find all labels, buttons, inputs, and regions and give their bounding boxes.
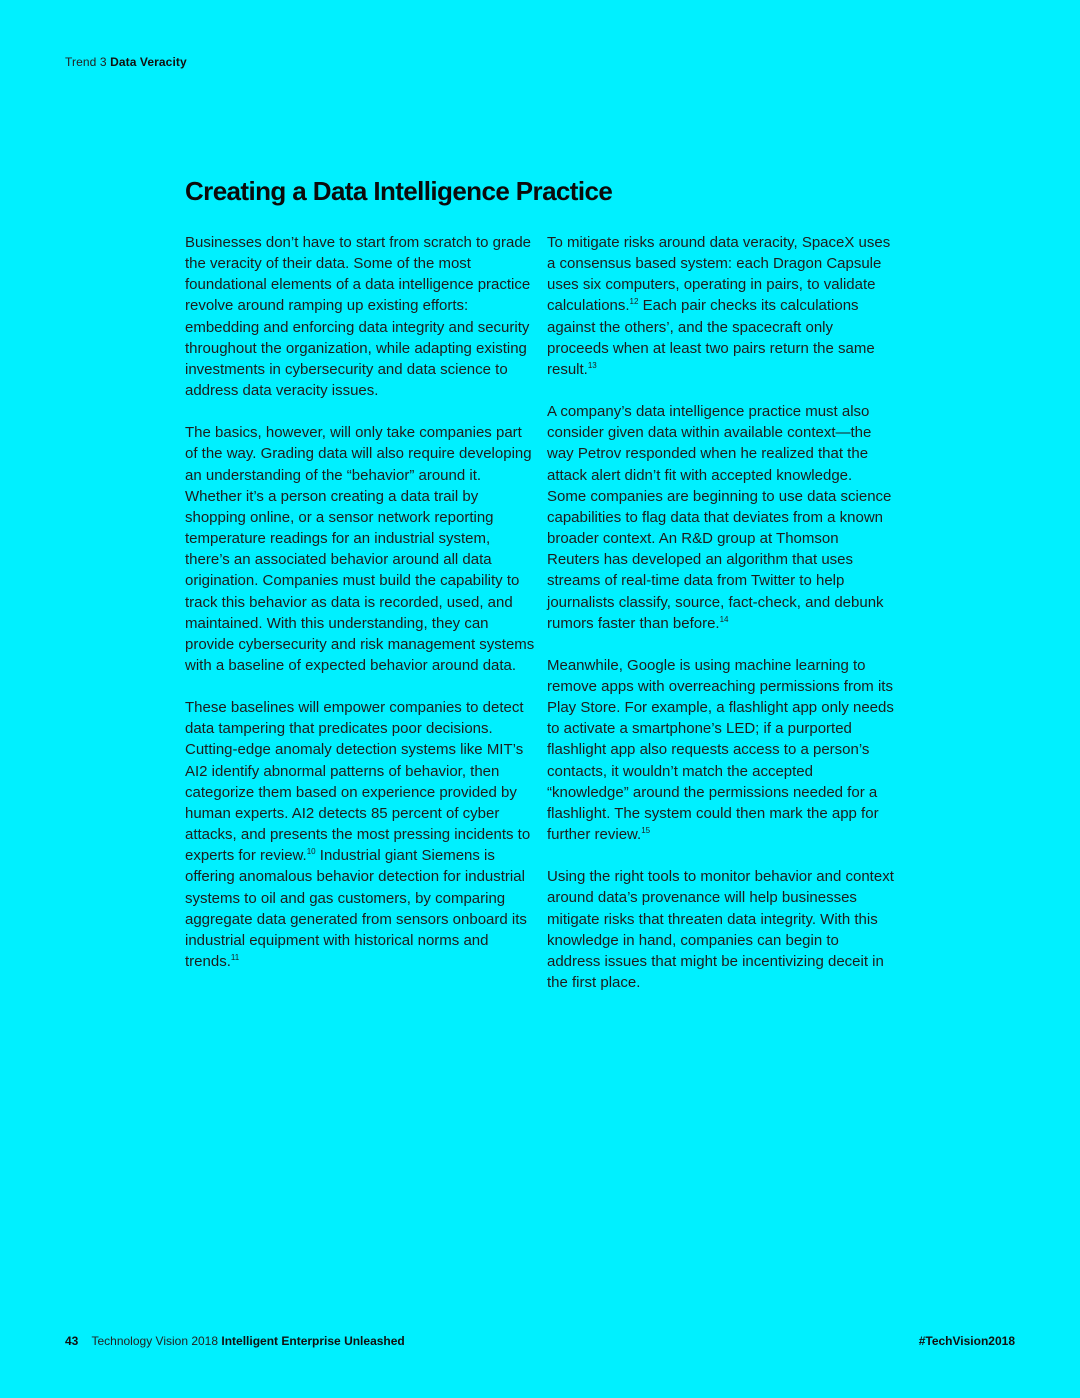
left-paragraph-3-part-b: Industrial giant Siemens is offering anomalous behavior detection for industrial systems to oil and gas customers, by comparing aggregate data generated from sensors onboard its industrial equipment with historical norms and trends. (185, 847, 527, 970)
footnote-ref-11: 11 (230, 953, 240, 962)
right-column (547, 232, 895, 993)
footer-publication (65, 1334, 405, 1348)
right-paragraph-3 (547, 655, 895, 845)
right-paragraph-1 (547, 232, 895, 380)
publication-subtitle: Intelligent Enterprise Unleashed (221, 1334, 405, 1348)
right-paragraph-3-text: Meanwhile, Google is using machine learning to remove apps with overreaching permissions from its Play Store. For example, a flashlight app only needs to activate a smartphone’s LED; if a purported flashlight app also requests access to a person’s contacts, it wouldn’t match the accepted “knowledge” around the permissions needed for a flashlight. The system could then mark the app for further review. (547, 656, 894, 844)
right-paragraph-1-part-b: Each pair checks its calculations against the others’, and the spacecraft only proceeds when at least two pairs return the same result. (547, 297, 875, 378)
left-paragraph-3 (185, 697, 537, 972)
footnote-ref-15: 15 (641, 826, 651, 836)
left-paragraph-2: The basics, however, will only take companies part of the way. Grading data will also require developing an understanding of the “behavior” around it. Whether it’s a person creating a data trail by shopping online, or a sensor network reporting temperature readings for an industrial system, there’s an associated behavior around all data origination. Companies must build the capability to track this behavior as data is recorded, used, and maintained. With this understanding, they can provide cybersecurity and risk management systems with a baseline of expected behavior around data. (185, 424, 535, 674)
trend-label: Trend 3 (65, 55, 107, 69)
right-paragraph-2-text: A company’s data intelligence practice must also consider given data within available context—the way Petrov responded when he realized that the attack alert didn’t fit with accepted knowledge. Some companies are beginning to use data science capabilities to flag data that deviates from a known broader context. An R&D group at Thomson Reuters has developed an algorithm that uses streams of real-time data from Twitter to help journalists classify, source, fact-check, and debunk rumors faster than before. (547, 403, 892, 632)
footnote-ref-12: 12 (629, 297, 639, 307)
publication-name: Technology Vision 2018 (91, 1334, 219, 1348)
page-title: Creating a Data Intelligence Practice (185, 176, 613, 206)
right-paragraph-4: Using the right tools to monitor behavior and context around data’s provenance will help businesses mitigate risks that threaten data integrity. With this knowledge in hand, companies can begin to address issues that might be incentivizing deceit in the first place. (547, 868, 894, 991)
right-paragraph-2 (547, 401, 895, 634)
left-paragraph-3-part-a: These baselines will empower companies to detect data tampering that predicates poor decisions. Cutting-edge anomaly detection systems like MIT’s AI2 identify abnormal patterns of behavior, then categorize them based on experience provided by human experts. AI2 detects 85 percent of cyber attacks, and presents the most pressing incidents to experts for review. (185, 699, 531, 865)
footer-hashtag: #TechVision2018 (918, 1334, 1015, 1348)
left-paragraph-1: Businesses don’t have to start from scratch to grade the veracity of their data. Some of the most foundational elements of a data intelligence practice revolve around ramping up existing efforts: embedding and enforcing data integrity and security throughout the organization, while adapting existing investments in cybersecurity and data science to address data veracity issues. (185, 234, 532, 400)
right-paragraph-1-part-a: To mitigate risks around data veracity, SpaceX uses a consensus based system: each Dragon Capsule uses six computers, operating in pairs, to validate calculations. (547, 234, 891, 315)
footnote-ref-10: 10 (306, 847, 316, 857)
footnote-ref-14: 14 (719, 614, 729, 624)
left-column (185, 232, 537, 972)
footnote-ref-13: 13 (587, 360, 597, 370)
page-number: 43 (65, 1334, 79, 1348)
running-header (65, 55, 187, 69)
trend-name: Data Veracity (110, 55, 187, 69)
